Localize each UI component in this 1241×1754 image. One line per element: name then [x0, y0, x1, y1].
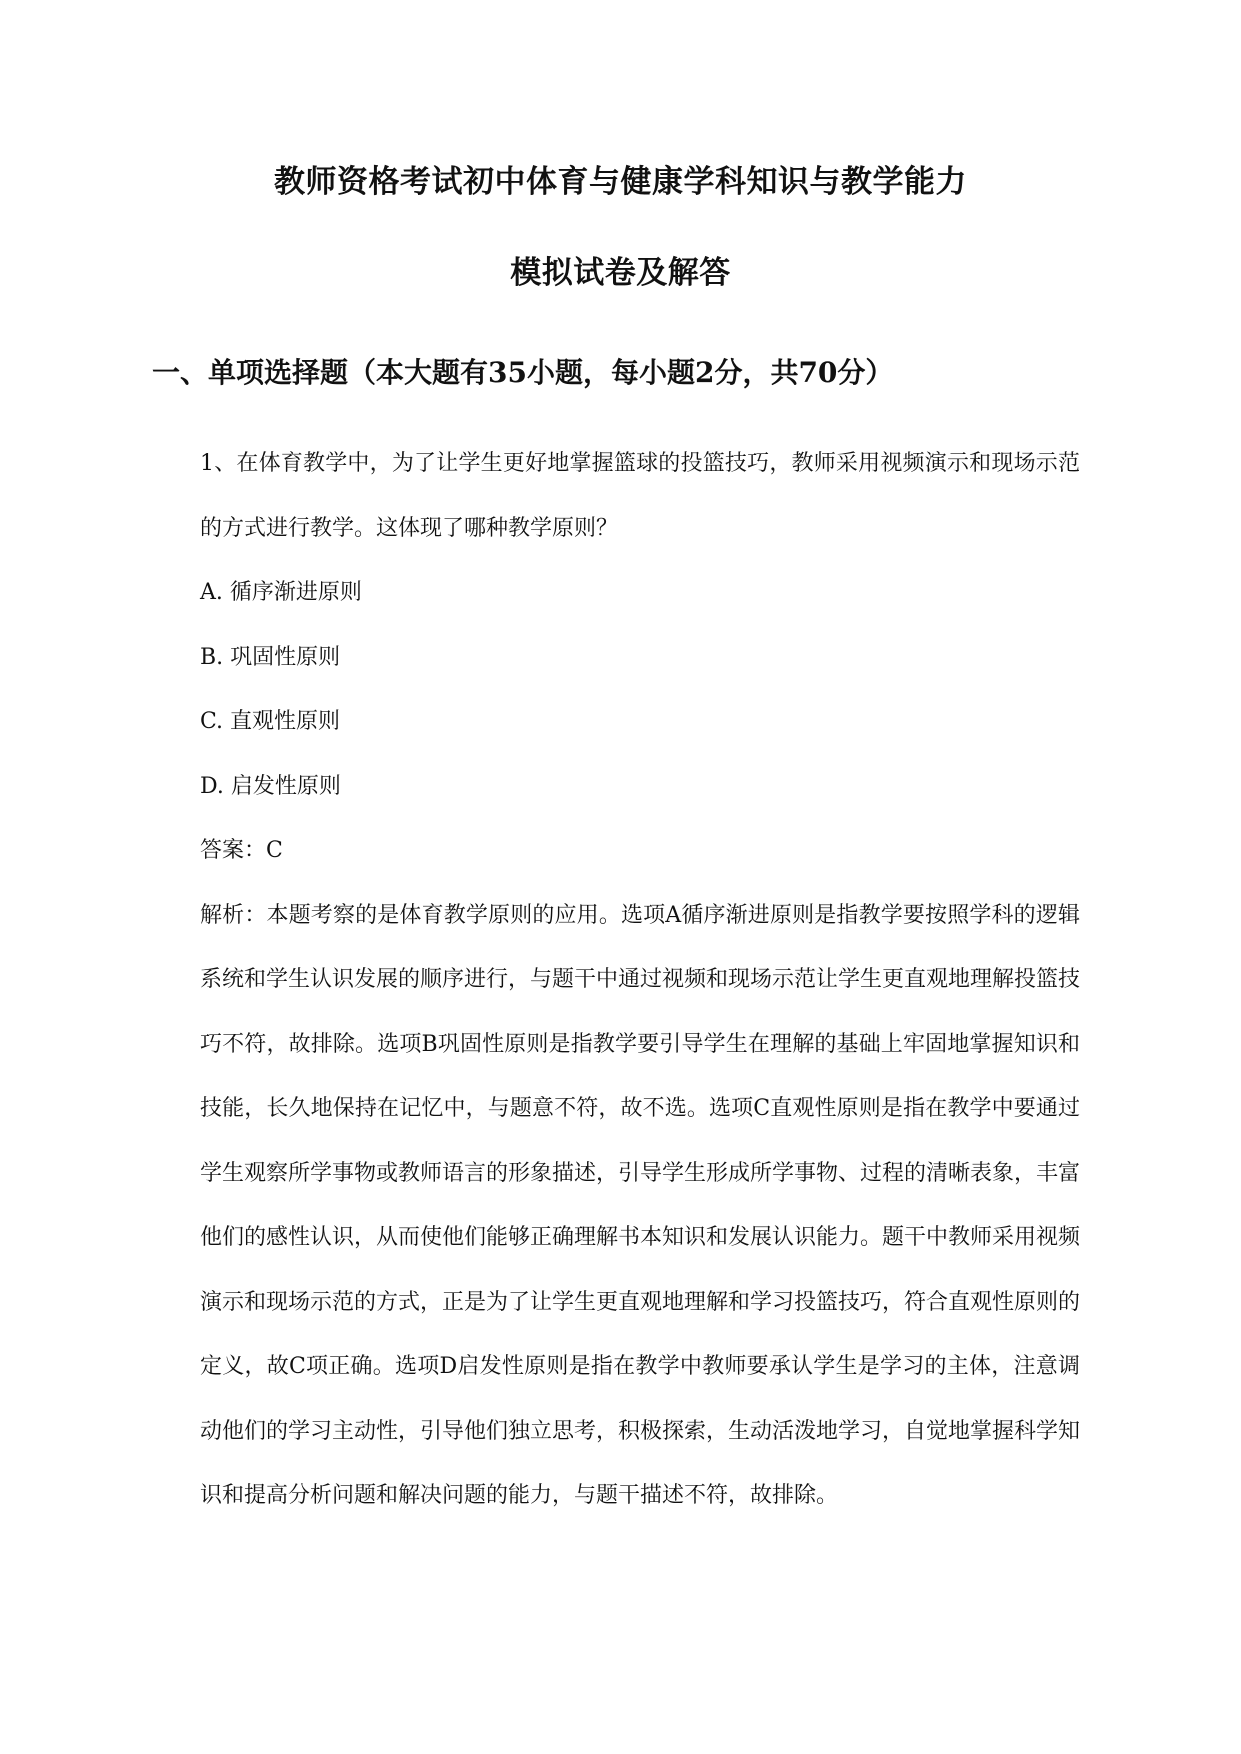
- document-title-line-2: 模拟试卷及解答: [510, 255, 731, 291]
- section-heading: 一、单项选择题（本大题有35小题，每小题2分，共70分）: [152, 356, 894, 389]
- answer-line: 答案：C: [200, 838, 283, 863]
- document-title-line-1: 教师资格考试初中体育与健康学科知识与教学能力: [274, 164, 967, 200]
- option-c: C. 直观性原则: [200, 709, 341, 734]
- question-1: [200, 432, 1080, 1529]
- question-stem: 1、在体育教学中，为了让学生更好地掌握篮球的投篮技巧，教师采用视频演示和现场示范的方式进行教学。这体现了哪种教学原则？: [200, 451, 1080, 541]
- option-d: D. 启发性原则: [200, 773, 341, 799]
- analysis-paragraph: 解析：本题考察的是体育教学原则的应用。选项A循序渐进原则是指教学要按照学科的逻辑系统和学生认识发展的顺序进行，与题干中通过视频和现场示范让学生更直观地理解投篮技巧不符，故排除。选项B巩固性原则是指教学要引导学生在理解的基础上牢固地掌握知识和技能，长久地保持在记忆中，与题意不符，故不选。选项C直观性原则是指在教学中要通过学生观察所学事物或教师语言的形象描述，引导学生形成所学事物、过程的清晰表象，丰富他们的感性认识，从而使他们能够正确理解书本知识和发展认识能力。题干中教师采用视频演示和现场示范的方式，正是为了让学生更直观地理解和学习投篮技巧，符合直观性原则的定义，故C项正确。选项D启发性原则是指在教学中教师要承认学生是学习的主体，注意调动他们的学习主动性，引导他们独立思考，积极探索，生动活泼地学习，自觉地掌握科学知识和提高分析问题和解决问题的能力，与题干描述不符，故排除。: [200, 902, 1081, 1508]
- option-b: B. 巩固性原则: [200, 644, 341, 670]
- option-a: A. 循序渐进原则: [200, 580, 362, 605]
